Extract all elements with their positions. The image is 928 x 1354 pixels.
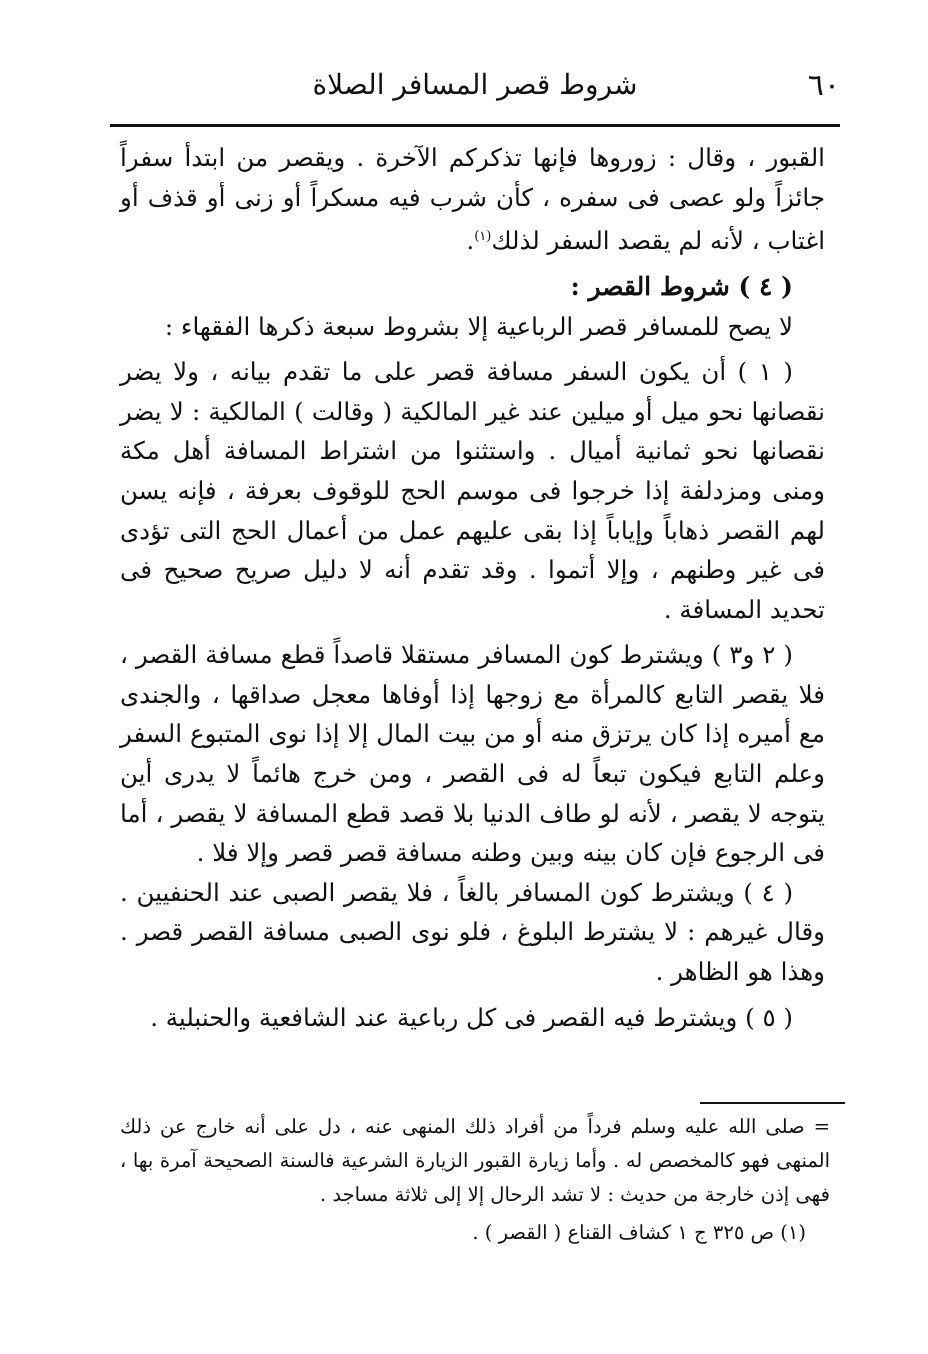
page-header [110,58,840,118]
intro-text: القبور ، وقال : زوروها فإنها تذكركم الآخرة . ويقصر من ابتدأ سفراً جائزاً ولو عصى فى سفره ، كأن شرب فيه مسكراً أو زنى أو قذف أو اغتاب ، لأنه لم يقصد السفر لذلك [120,143,825,256]
footnote-continuation: = صلى الله عليه وسلم فرداً من أفراد ذلك المنهى عنه ، دل على أنه خارج عن ذلك المنهى فهو كالمخصص له . وأما زيارة القبور الزيارة الشرعية فالسنة الصحيحة آمرة بها ، فهى إذن خارجة من حديث : لا تشد الرحال إلا إلى ثلاثة مساجد . [120,1115,830,1206]
footnote-marker: (١) [474,229,492,245]
running-title: شروط قصر المسافر الصلاة [312,68,638,101]
condition-4-paragraph: ( ٤ ) ويشترط كون المسافر بالغاً ، فلا يقصر الصبى عند الحنفيين . وقال غيرهم : لا يشترط البلوغ ، فلو نوى الصبى مسافة القصر قصر . وهذا هو الظاهر . [120,877,825,987]
main-text [120,138,825,1037]
footnote-rule [700,1102,845,1104]
section-intro-paragraph: لا يصح للمسافر قصر الرباعية إلا بشروط سبعة ذكرها الفقهاء : [164,311,793,341]
footnote-1: (١) ص ٣٢٥ ج ١ كشاف القناع ( القصر ) . [472,1221,806,1244]
header-rule [110,124,840,127]
intro-end: . [466,226,475,256]
intro-paragraph [120,138,825,261]
footnotes [120,1110,830,1250]
section-heading: ( ٤ ) شروط القصر : [570,271,793,301]
condition-2-3-paragraph: ( ٢ و٣ ) ويشترط كون المسافر مستقلا قاصداً قطع مسافة القصر ، فلا يقصر التابع كالمرأة مع زوجها إذا أوفاها معجل صداقها ، والجندى مع أميره إذا كان يرتزق منه أو من بيت المال إلا إذا نوى المتبوع السفر وعلم التابع فيكون تبعاً له فى القصر ، ومن خرج هائماً لا يدرى أين يتوجه لا يقصر ، لأنه لو طاف الدنيا بلا قصد قطع المسافة لا يقصر ، أما فى الرجوع فإن كان بينه وبين وطنه مسافة قصر قصر وإلا فلا . [120,640,825,868]
page-number: ٦٠ [807,68,840,103]
condition-1-paragraph: ( ١ ) أن يكون السفر مسافة قصر على ما تقدم بيانه ، ولا يضر نقصانها نحو ميل أو ميلين عند غير المالكية ( وقالت ) المالكية : لا يضر نقصانها نحو ثمانية أميال . واستثنوا من اشتراط المسافة أهل مكة ومنى ومزدلفة إذا خرجوا فى موسم الحج للوقوف بعرفة ، فإنه يسن لهم القصر ذهاباً وإياباً إذا بقى عليهم عمل من أعمال الحج التى تؤدى فى غير وطنهم ، وإلا أتموا . وقد تقدم أنه لا دليل صريح صحيح فى تحديد المسافة . [120,357,825,624]
condition-5-paragraph: ( ٥ ) ويشترط فيه القصر فى كل رباعية عند الشافعية والحنبلية . [150,1002,793,1032]
